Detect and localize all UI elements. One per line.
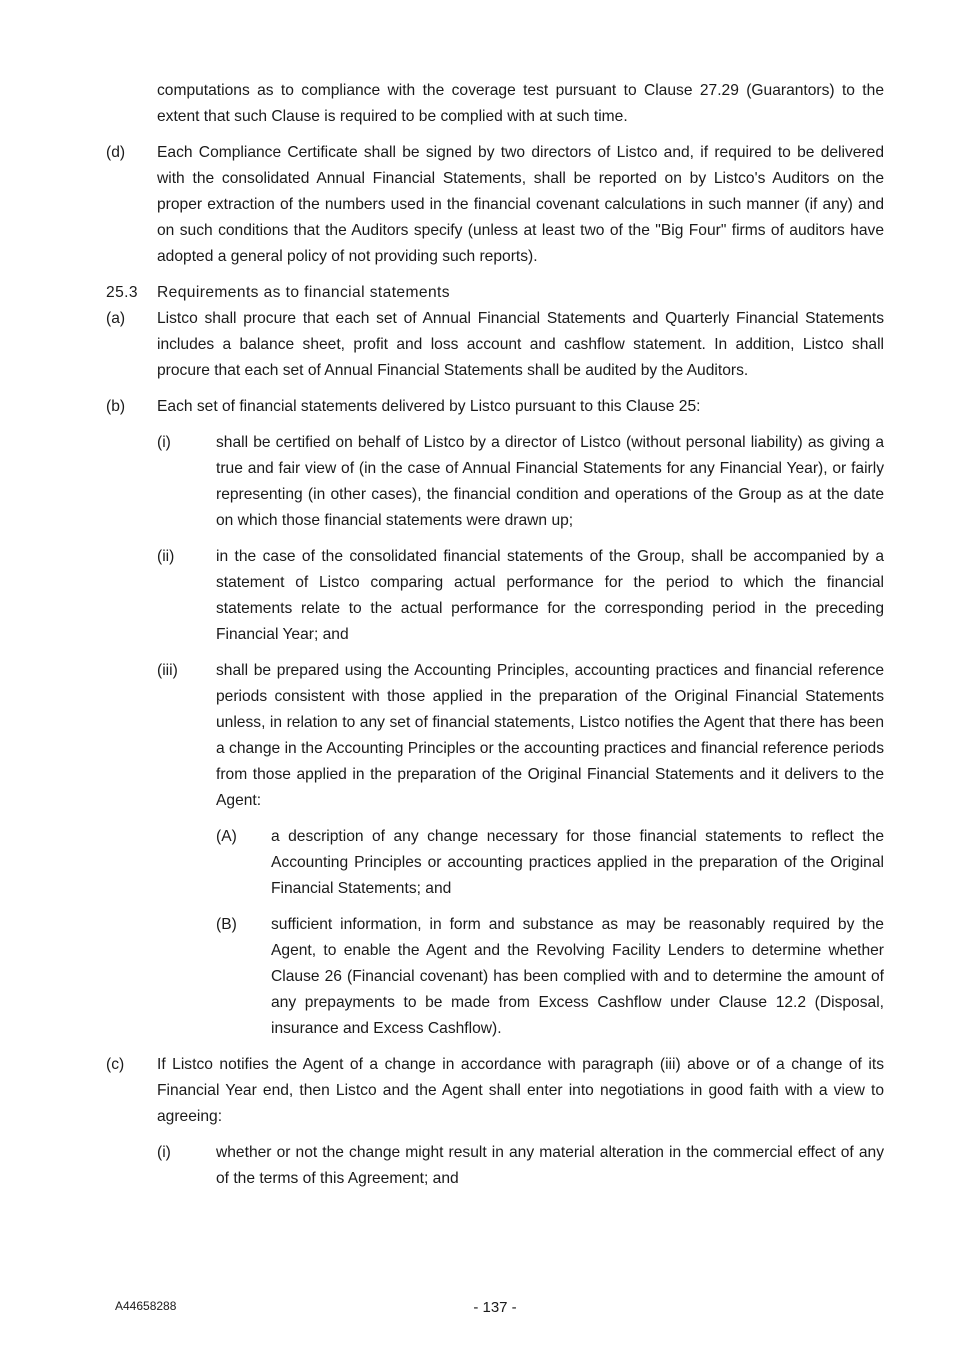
paragraph-label: (iii): [157, 662, 178, 679]
paragraph-label: (i): [157, 434, 171, 451]
paragraph-text: shall be certified on behalf of Listco by a director of Listco (without personal liability) as giving a true and fair view of (in the case of Annual Financial Statements for any Financial Year), or fairly representing (in other cases), the financial condition and operations of the Group as at the date on which those financial statements were drawn up;: [216, 434, 884, 529]
paragraph-text: shall be prepared using the Accounting Principles, accounting practices and financial reference periods consistent with those applied in the preparation of the Original Financial Statements unless, in relation to any set of financial statements, Listco notifies the Agent that there has been a change in the Accounting Principles or the accounting practices and financial reference periods from those applied in the preparation of the Original Financial Statements and it delivers to the Agent:: [216, 662, 884, 809]
document-reference: A44658288: [115, 1299, 177, 1313]
paragraph-text: If Listco notifies the Agent of a change in accordance with paragraph (iii) above or of a change of its Financial Year end, then Listco and the Agent shall enter into negotiations in good faith with a view to agreeing:: [157, 1056, 884, 1125]
section-number: 25.3: [106, 284, 138, 301]
paragraph-text: a description of any change necessary for those financial statements to reflect the Accounting Principles or accounting practices applied in the preparation of the Original Financial Statements; and: [271, 828, 884, 897]
paragraph-label: (b): [106, 398, 126, 415]
page-number: - 137 -: [473, 1299, 517, 1316]
paragraph-text: computations as to compliance with the coverage test pursuant to Clause 27.29 (Guarantors) to the extent that such Clause is required to be complied with at such time.: [157, 82, 884, 125]
paragraph-label: (ii): [157, 548, 175, 565]
paragraph-text: sufficient information, in form and substance as may be reasonably required by the Agent, to enable the Agent and the Revolving Facility Lenders to determine whether Clause 26 (Financial covenant) has been complied with and to determine the amount of any prepayments to be made from Excess Cashflow under Clause 12.2 (Disposal, insurance and Excess Cashflow).: [271, 916, 884, 1037]
paragraph-label: (d): [106, 144, 126, 161]
paragraph-label: (B): [216, 916, 237, 933]
paragraph-label: (A): [216, 828, 237, 845]
paragraph-text: whether or not the change might result in any material alteration in the commercial effect of any of the terms of this Agreement; and: [216, 1144, 884, 1187]
paragraph-text: in the case of the consolidated financial statements of the Group, shall be accompanied by a statement of Listco comparing actual performance for the period to which the financial statements relate to the actual performance for the corresponding period in the preceding Financial Year; and: [216, 548, 884, 643]
paragraph-text: Listco shall procure that each set of Annual Financial Statements and Quarterly Financial Statements includes a balance sheet, profit and loss account and cashflow statement. In addition, Listco shall procure that each set of Annual Financial Statements shall be audited by the Auditors.: [157, 310, 884, 379]
paragraph-label: (a): [106, 310, 126, 327]
paragraph-text: Each Compliance Certificate shall be signed by two directors of Listco and, if required to be delivered with the consolidated Annual Financial Statements, shall be reported on by Listco's Auditors on the proper extraction of the numbers used in the financial covenant calculations in such manner (if any) and on such conditions that the Auditors specify (unless at least two of the "Big Four" firms of auditors have adopted a general policy of not providing such reports).: [157, 144, 884, 265]
paragraph-label: (c): [106, 1056, 125, 1073]
paragraph-text: Each set of financial statements delivered by Listco pursuant to this Clause 25:: [157, 398, 701, 415]
paragraph-label: (i): [157, 1144, 171, 1161]
section-title: Requirements as to financial statements: [157, 284, 450, 301]
